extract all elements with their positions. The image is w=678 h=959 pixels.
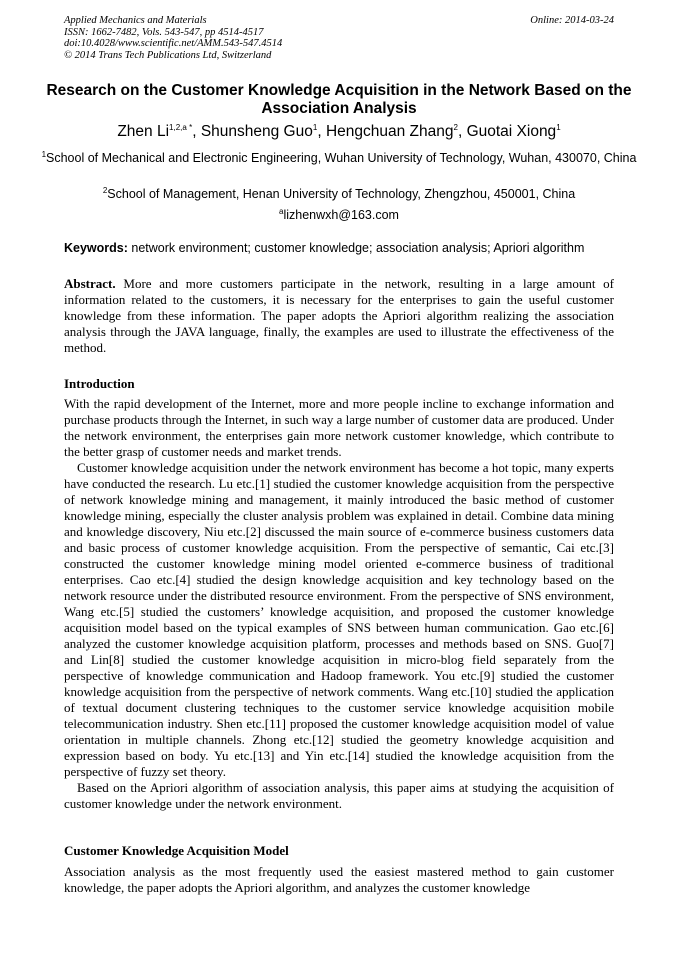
author-name: Guotai Xiong: [466, 123, 557, 140]
affiliation-marker: 2: [102, 185, 108, 195]
abstract-text: More and more customers participate in the network, resulting in a large amount of information related to the customers, it is necessary for the enterprises to gain the useful customer knowledge from these information. The paper adopts the Apriori algorithm realizing the association analysis through the JAVA language, finally, the examples are used to illustrate the effectiveness of the method.: [64, 276, 615, 355]
doi-line: doi:10.4028/www.scientific.net/AMM.543-547.4514: [64, 38, 283, 49]
author-list: Zhen $Li^{1,2,a *}$, Shunsheng Guo$^1$, Hengchuan Zhang$^2$, Guotai Xiong$^1$: [117, 122, 561, 140]
abstract-label: Abstract.: [64, 276, 116, 291]
journal-header: [64, 15, 614, 61]
email-marker: a: [279, 206, 284, 216]
affiliation-text: School of Management, Henan University of Technology, Zhengzhou, 450001, China: [107, 187, 576, 201]
copyright-line: © 2014 Trans Tech Publications Ltd, Switzerland: [64, 49, 272, 61]
paragraph: With the rapid development of the Internet, more and more people incline to exchange information and purchase products through the Internet, in such way a large number of customer data are produced. Under the network environment, the enterprises gain more network customer knowledge, which contribute to the better grasp of customer needs and market trends.: [64, 396, 614, 459]
author-marker: 1,2,a *: [169, 122, 193, 132]
section-heading-introduction: Introduction: [64, 376, 135, 391]
affiliation-2: [40, 186, 638, 202]
keywords-label: Keywords:: [64, 241, 128, 255]
author-name: Hengchuan Zhang: [325, 123, 454, 140]
author-name: Shunsheng Guo: [200, 123, 313, 140]
affiliation-1: [40, 150, 638, 166]
affiliation-text: School of Mechanical and Electronic Engineering, Wuhan University of Technology, Wuhan, 430070, China: [46, 151, 637, 165]
paragraph: Customer knowledge acquisition under the network environment has become a hot topic, many experts have conducted the research. Lu etc.[1] studied the customer knowledge acquisition from the perspective of network knowledge mining and management, it mainly introduced the basic method of customer knowledge mining, especially the cluster analysis problem was explained in detail. Combine data mining and knowledge discovery, Niu etc.[2] discussed the main source of e-commerce business customers data and basic process of customer knowledge acquisition. From the perspective of semantic, Cai etc.[3] constructed the customer knowledge mining model oriented e-commerce business of traditional enterprises. Cao etc.[4] studied the design knowledge acquisition and key technology based on the network resource under the distributed resource environment. From the perspective of SNS environment, Wang etc.[5] studied the customers’ knowledge acquisition, and proposed the customer knowledge acquisition model based on the typical examples of SNS between human communication. Gao etc.[6] analyzed the customer knowledge acquisition platform, processes and methods based on SNS. Guo[7] and Lin[8] studied the customer knowledge acquisition in micro-blog field separately from the perspective of knowledge communication and Hadoop framework. You etc.[9] studied the customer knowledge acquisition from the perspective of network comments. Wang etc.[10] studied the application of textual document clustering techniques to the customer service knowledge acquisition mobile telecommunication industry. Shen etc.[11] proposed the customer knowledge acquisition model of value orientation in multiple channels. Zhong etc.[12] studied the geometry knowledge acquisition and expression based on body. Yu etc.[13] and Yin etc.[14] studied the knowledge acquisition from the perspective of fuzzy set theory.: [64, 460, 614, 779]
section-heading-model: Customer Knowledge Acquisition Model: [64, 843, 289, 858]
issn-line: ISSN: 1662-7482, Vols. 543-547, pp 4514-4517: [64, 26, 264, 38]
author-marker: 1: [556, 122, 561, 132]
email-text: lizhenwxh@163.com: [283, 208, 399, 222]
online-date: Online: 2014-03-24: [530, 15, 614, 26]
author-email: [40, 207, 638, 223]
model-body: [64, 864, 614, 896]
author-marker: 1: [312, 122, 318, 132]
author-name: Zhen Li: [117, 123, 170, 140]
affiliation-marker: 1: [41, 149, 47, 159]
author-marker: 2: [453, 122, 458, 132]
paragraph: Association analysis as the most frequently used the easiest mastered method to gain customer knowledge, the paper adopts the Apriori algorithm, and analyzes the customer knowledge: [64, 864, 614, 895]
keywords-line: [64, 240, 624, 256]
paper-title: Research on the Customer Knowledge Acquisition in the Network Based on the Association Analysis: [46, 82, 632, 117]
journal-name: Applied Mechanics and Materials: [64, 15, 207, 26]
keywords-text: network environment; customer knowledge; association analysis; Apriori algorithm: [131, 241, 585, 255]
abstract: [64, 276, 614, 356]
paragraph: Based on the Apriori algorithm of association analysis, this paper aims at studying the acquisition of customer knowledge under the network environment.: [64, 780, 614, 811]
introduction-body: [64, 396, 614, 812]
